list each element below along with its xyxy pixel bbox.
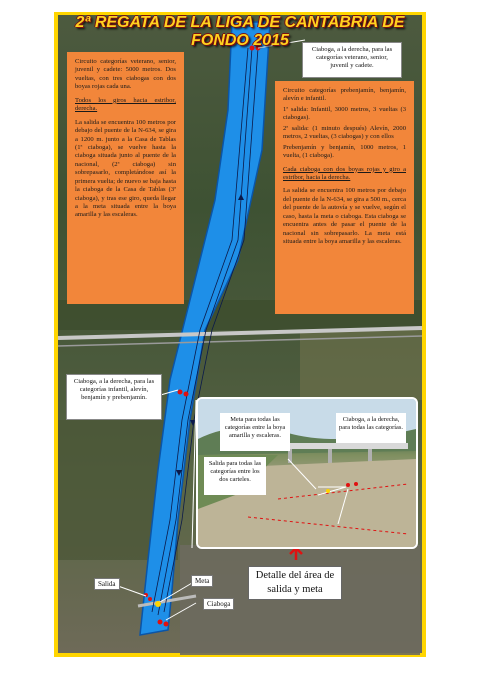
right-info-p5: Cada ciaboga con dos boyas rojas y giro a estribor, hacia la derecha. bbox=[283, 165, 406, 181]
mid-ciaboga-label: Ciaboga, a la derecha, para las categorías infantil, alevín, benjamín y prebenjamín. bbox=[66, 374, 162, 420]
salida-tag: Salida bbox=[94, 578, 120, 590]
left-info-p3: La salida se encuentra 100 metros por debajo del puente de la N-634, se gira a 1200 m. junto a la Casa de Tablas (1ª ciaboga), se vuelve hasta la ciaboga situada junto al puente de la nacional, (2ª ciaboga) sin sobrepasarlo, completándose así la primera vuelta; de nuevo se baja hasta la ciaboga de la Casa de Tablas (3ª ciaboga), y tras ese giro, queda llegar a la meta situada entre la boya amarilla y las escaleras. bbox=[75, 118, 176, 219]
detail-ciaboga-label: Ciaboga, a la derecha, para todas las categorías. bbox=[336, 413, 406, 443]
top-ciaboga-label: Ciaboga, a la derecha, para las categorías veterano, senior, juvenil y cadete. bbox=[302, 42, 402, 78]
detail-photo bbox=[196, 397, 418, 549]
right-info-p4: Prebenjamín y benjamín, 1000 metros, 1 vuelta, (1 ciaboga). bbox=[283, 143, 406, 160]
right-info-p6: La salida se encuentra 100 metros por debajo del puente de la N-634, se gira a 500 m., cerca del puente de la autovía y se vuelve, según el caso, hasta la meta o ciaboga. Esta ciaboga se encuentra antes de pasar el puente de la nacional sin sobrepasarlo. La meta está situada entre la boya amarilla y las escaleras. bbox=[283, 187, 406, 245]
right-info-box bbox=[275, 81, 414, 314]
right-info-p1: Circuito categorías prebenjamín, benjamín, alevín e infantil. bbox=[283, 87, 406, 103]
page-title: 2ª REGATA DE LA LIGA DE CANTABRIA DE FONDO 2015 bbox=[75, 14, 405, 49]
meta-tag: Meta bbox=[191, 575, 213, 587]
detail-meta-label: Meta para todas las categorías entre la boya amarilla y escaleras. bbox=[220, 413, 290, 451]
ciaboga-tag: Ciaboga bbox=[203, 598, 234, 610]
detail-caption: Detalle del área de salida y meta bbox=[248, 566, 342, 600]
left-info-p1: Circuito categorías veterano, senior, juvenil y cadete: 5000 metros. Dos vueltas, con tres ciabogas con dos boyas rojas cada una. bbox=[75, 58, 176, 91]
right-info-p3: 2ª salida: (1 minuto después) Alevín, 2000 metros, 2 vueltas, (3 ciabogas) y con ellos bbox=[283, 124, 406, 141]
left-info-box bbox=[67, 52, 184, 304]
detail-salida-label: Salida para todas las categorías entre los dos carteles. bbox=[204, 457, 266, 495]
right-info-p2: 1ª salida: Infantil, 3000 metros, 3 vueltas (3 ciabogas). bbox=[283, 105, 406, 122]
left-info-p2: Todos los giros hacia estribor, derecha. bbox=[75, 96, 176, 113]
